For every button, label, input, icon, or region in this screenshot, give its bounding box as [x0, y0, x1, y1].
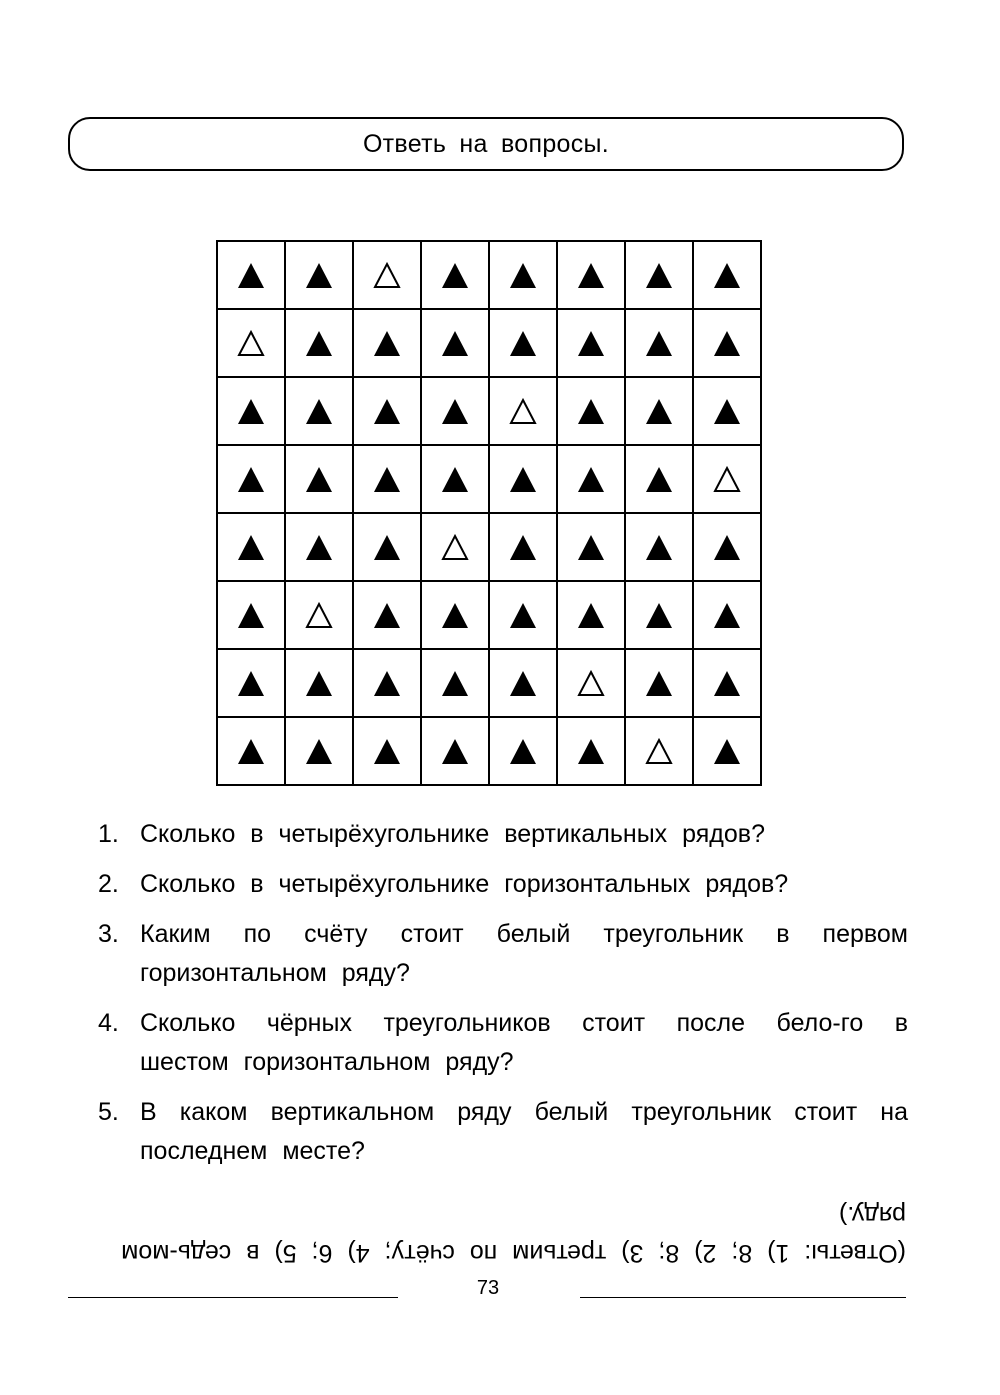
filled-triangle-icon [713, 397, 741, 425]
filled-triangle-icon [441, 397, 469, 425]
grid-cell [353, 377, 421, 445]
grid-cell [421, 717, 489, 785]
grid-cell [217, 445, 285, 513]
grid-cell [285, 377, 353, 445]
grid-cell [557, 377, 625, 445]
filled-triangle-icon [441, 737, 469, 765]
grid-row [217, 445, 761, 513]
outline-triangle-icon [441, 533, 469, 561]
grid-cell [625, 445, 693, 513]
grid-cell [217, 377, 285, 445]
question-item [98, 915, 908, 993]
grid-cell [489, 649, 557, 717]
filled-triangle-icon [373, 329, 401, 357]
filled-triangle-icon [577, 261, 605, 289]
filled-triangle-icon [237, 465, 265, 493]
page-number: 73 [476, 1277, 500, 1299]
question-item [98, 1004, 908, 1082]
filled-triangle-icon [713, 737, 741, 765]
grid-cell [489, 513, 557, 581]
grid-cell [285, 445, 353, 513]
grid-cell [217, 649, 285, 717]
filled-triangle-icon [237, 601, 265, 629]
grid-cell [693, 649, 761, 717]
filled-triangle-icon [577, 737, 605, 765]
question-number: 5. [98, 1098, 119, 1126]
grid-cell [625, 581, 693, 649]
grid-cell [285, 649, 353, 717]
filled-triangle-icon [237, 737, 265, 765]
grid-cell [693, 513, 761, 581]
filled-triangle-icon [373, 669, 401, 697]
filled-triangle-icon [645, 329, 673, 357]
grid-cell [693, 581, 761, 649]
question-text: Каким по счёту стоит белый треугольник в первом горизонтальном ряду? [140, 920, 908, 987]
grid-cell [557, 309, 625, 377]
grid-cell [625, 717, 693, 785]
grid-cell [421, 513, 489, 581]
filled-triangle-icon [645, 533, 673, 561]
grid-row [217, 241, 761, 309]
outline-triangle-icon [509, 397, 537, 425]
grid-cell [285, 513, 353, 581]
filled-triangle-icon [509, 601, 537, 629]
question-number: 4. [98, 1009, 119, 1037]
filled-triangle-icon [305, 397, 333, 425]
filled-triangle-icon [509, 465, 537, 493]
grid-cell [217, 581, 285, 649]
grid-cell [557, 445, 625, 513]
outline-triangle-icon [713, 465, 741, 493]
filled-triangle-icon [237, 533, 265, 561]
filled-triangle-icon [713, 261, 741, 289]
grid-cell [421, 377, 489, 445]
footer-line-right [580, 1297, 906, 1298]
grid-cell [217, 513, 285, 581]
filled-triangle-icon [713, 601, 741, 629]
grid-cell [557, 513, 625, 581]
grid-cell [489, 445, 557, 513]
filled-triangle-icon [441, 465, 469, 493]
grid-cell [353, 241, 421, 309]
filled-triangle-icon [373, 737, 401, 765]
grid-cell [625, 309, 693, 377]
filled-triangle-icon [373, 533, 401, 561]
filled-triangle-icon [305, 261, 333, 289]
grid-cell [489, 309, 557, 377]
grid-cell [353, 445, 421, 513]
filled-triangle-icon [645, 397, 673, 425]
filled-triangle-icon [305, 465, 333, 493]
grid-row [217, 309, 761, 377]
filled-triangle-icon [305, 533, 333, 561]
filled-triangle-icon [237, 669, 265, 697]
question-text: В каком вертикальном ряду белый треугольник стоит на последнем месте? [140, 1098, 908, 1165]
grid-row [217, 581, 761, 649]
question-number: 1. [98, 820, 119, 848]
grid-cell [557, 717, 625, 785]
grid-cell [693, 717, 761, 785]
page-title: Ответь на вопросы. [68, 117, 904, 171]
filled-triangle-icon [373, 465, 401, 493]
question-number: 2. [98, 870, 119, 898]
filled-triangle-icon [645, 261, 673, 289]
grid-cell [353, 581, 421, 649]
filled-triangle-icon [441, 261, 469, 289]
grid-cell [489, 581, 557, 649]
footer-line-left [68, 1297, 398, 1298]
grid-cell [625, 649, 693, 717]
outline-triangle-icon [237, 329, 265, 357]
grid-cell [421, 649, 489, 717]
question-number: 3. [98, 920, 119, 948]
grid-cell [285, 581, 353, 649]
grid-cell [693, 309, 761, 377]
grid-cell [625, 377, 693, 445]
grid-cell [353, 309, 421, 377]
question-text: Сколько чёрных треугольников стоит после бело-го в шестом горизонтальном ряду? [140, 1009, 908, 1076]
filled-triangle-icon [645, 669, 673, 697]
filled-triangle-icon [305, 737, 333, 765]
filled-triangle-icon [577, 465, 605, 493]
filled-triangle-icon [373, 601, 401, 629]
filled-triangle-icon [645, 601, 673, 629]
grid-cell [421, 445, 489, 513]
filled-triangle-icon [237, 397, 265, 425]
filled-triangle-icon [441, 601, 469, 629]
filled-triangle-icon [441, 329, 469, 357]
grid-cell [285, 717, 353, 785]
grid-row [217, 717, 761, 785]
question-text: Сколько в четырёхугольнике вертикальных рядов? [140, 820, 765, 848]
grid-cell [693, 241, 761, 309]
grid-cell [421, 241, 489, 309]
grid-cell [217, 241, 285, 309]
question-list [98, 815, 908, 1182]
filled-triangle-icon [577, 601, 605, 629]
question-item [98, 815, 908, 854]
filled-triangle-icon [373, 397, 401, 425]
filled-triangle-icon [305, 329, 333, 357]
grid-cell [489, 377, 557, 445]
filled-triangle-icon [577, 329, 605, 357]
question-item [98, 865, 908, 904]
grid-cell [353, 717, 421, 785]
grid-cell [421, 309, 489, 377]
filled-triangle-icon [509, 669, 537, 697]
grid-cell [285, 309, 353, 377]
outline-triangle-icon [373, 261, 401, 289]
filled-triangle-icon [509, 533, 537, 561]
filled-triangle-icon [713, 329, 741, 357]
filled-triangle-icon [577, 533, 605, 561]
grid-cell [489, 241, 557, 309]
grid-cell [353, 649, 421, 717]
filled-triangle-icon [305, 669, 333, 697]
grid-cell [693, 377, 761, 445]
grid-cell [421, 581, 489, 649]
filled-triangle-icon [713, 533, 741, 561]
filled-triangle-icon [645, 465, 673, 493]
grid-cell [625, 513, 693, 581]
outline-triangle-icon [645, 737, 673, 765]
grid-cell [353, 513, 421, 581]
filled-triangle-icon [237, 261, 265, 289]
grid-cell [557, 241, 625, 309]
grid-cell [217, 717, 285, 785]
question-text: Сколько в четырёхугольнике горизонтальных рядов? [140, 870, 789, 898]
grid-cell [693, 445, 761, 513]
grid-cell [557, 649, 625, 717]
filled-triangle-icon [509, 261, 537, 289]
outline-triangle-icon [577, 669, 605, 697]
grid-cell [217, 309, 285, 377]
grid-row [217, 513, 761, 581]
outline-triangle-icon [305, 601, 333, 629]
filled-triangle-icon [509, 737, 537, 765]
filled-triangle-icon [713, 669, 741, 697]
filled-triangle-icon [577, 397, 605, 425]
filled-triangle-icon [441, 669, 469, 697]
grid-row [217, 377, 761, 445]
question-item [98, 1093, 908, 1171]
filled-triangle-icon [509, 329, 537, 357]
grid-cell [489, 717, 557, 785]
grid-row [217, 649, 761, 717]
triangle-grid [216, 240, 762, 786]
answers-upside-down: (Ответы: 1) 8; 2) 8; 3) третьим по счёту; 4) 6; 5) в седь-мом ряду.) [121, 1201, 906, 1267]
grid-cell [285, 241, 353, 309]
grid-cell [557, 581, 625, 649]
grid-cell [625, 241, 693, 309]
